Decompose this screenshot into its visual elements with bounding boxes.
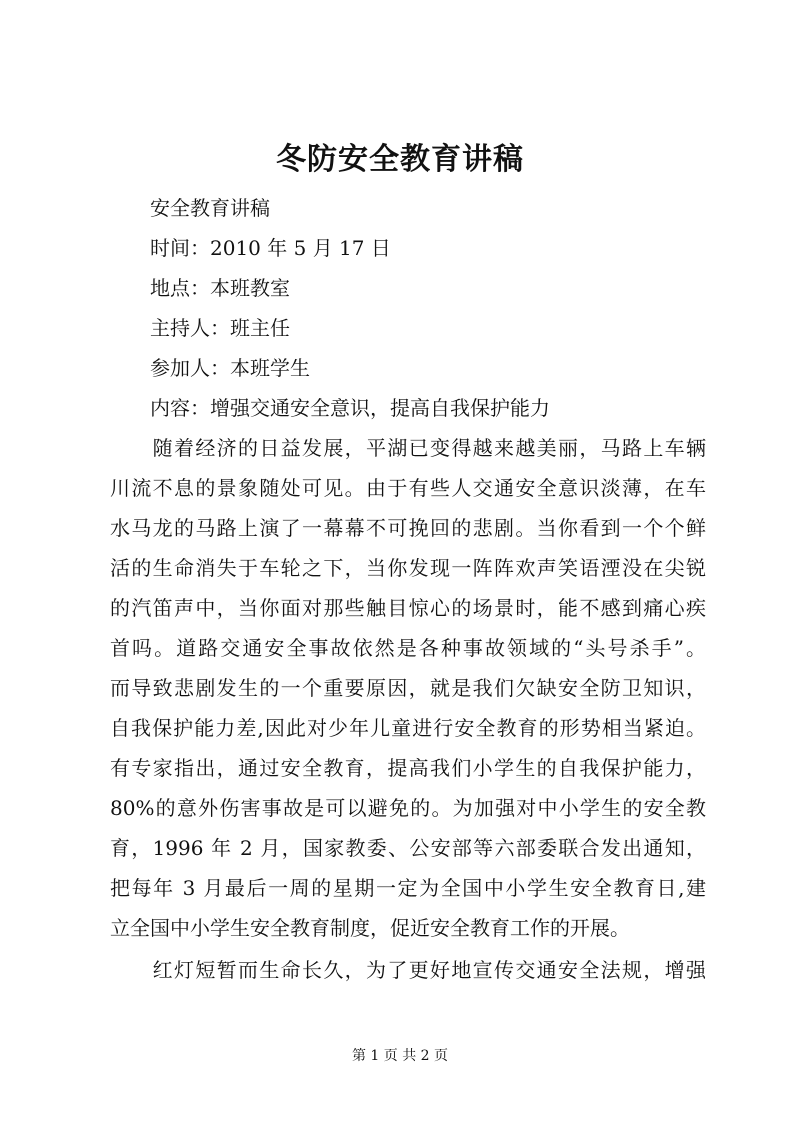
body-paragraph-2 <box>110 950 706 990</box>
paragraph-line: 80%的意外伤害事故是可以避免的。为加强对中小学生的安全教 <box>110 796 706 820</box>
paragraph-line: 随着经济的日益发展，平湖已变得越来越美丽，马路上车辆 <box>110 436 706 460</box>
paragraph-line: 首吗。道路交通安全事故依然是各种事故领域的“头号杀手”。 <box>110 636 706 660</box>
paragraph-line: 的汽笛声中，当你面对那些触目惊心的场景时，能不感到痛心疾 <box>110 596 706 620</box>
paragraph-line: 有专家指出，通过安全教育，提高我们小学生的自我保护能力， <box>110 756 706 780</box>
paragraph-line: 而导致悲剧发生的一个重要原因，就是我们欠缺安全防卫知识， <box>110 676 706 700</box>
page-number-footer: 第 1 页 共 2 页 <box>351 1048 449 1064</box>
meta-line-location: 地点：本班教室 <box>150 276 290 300</box>
paragraph-line: 立全国中小学生安全教育制度，促近安全教育工作的开展。 <box>110 916 630 940</box>
meta-line-participants: 参加人：本班学生 <box>150 356 310 380</box>
paragraph-line: 红灯短暂而生命长久，为了更好地宣传交通安全法规，增强 <box>110 958 706 982</box>
paragraph-line: 把每年 3 月最后一周的星期一定为全国中小学生安全教育日,建 <box>110 876 706 900</box>
paragraph-line: 育，1996 年 2 月，国家教委、公安部等六部委联合发出通知， <box>110 836 706 860</box>
meta-line-content: 内容：增强交通安全意识，提高自我保护能力 <box>150 396 550 420</box>
body-paragraph-1 <box>110 428 706 948</box>
document-title: 冬防安全教育讲稿 <box>276 142 524 177</box>
paragraph-line: 水马龙的马路上演了一幕幕不可挽回的悲剧。当你看到一个个鲜 <box>110 516 706 540</box>
meta-line-host: 主持人：班主任 <box>150 316 290 340</box>
meta-line-time: 时间：2010 年 5 月 17 日 <box>150 236 391 260</box>
paragraph-line: 活的生命消失于车轮之下，当你发现一阵阵欢声笑语湮没在尖锐 <box>110 556 706 580</box>
paragraph-line: 川流不息的景象随处可见。由于有些人交通安全意识淡薄，在车 <box>110 476 706 500</box>
meta-line-subtitle: 安全教育讲稿 <box>150 196 270 220</box>
paragraph-line: 自我保护能力差,因此对少年儿童进行安全教育的形势相当紧迫。 <box>110 716 706 740</box>
